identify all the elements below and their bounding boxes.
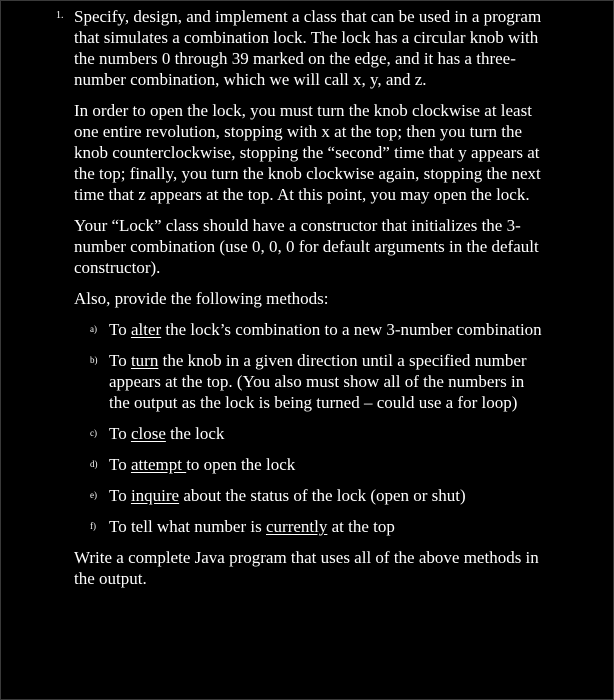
method-text-pre: To tell what number is [109, 517, 266, 536]
method-marker: c) [90, 428, 97, 438]
method-keyword: alter [130, 320, 162, 339]
method-text-post: the knob in a given direction until a specified number appears at the top. (You also must show all of the numbers in the output as the lock is being turned – could use a for loop) [109, 351, 527, 412]
method-marker: b) [90, 355, 98, 365]
method-marker: f) [90, 521, 96, 531]
method-item-attempt [74, 454, 544, 475]
method-text-post: about the status of the lock (open or shut) [179, 486, 466, 505]
method-keyword: currently [265, 517, 328, 536]
question-content [56, 6, 544, 589]
method-text-post: the lock [165, 424, 225, 443]
method-text-post: to open the lock [186, 455, 296, 474]
method-text-post: the lock’s combination to a new 3-number combination [161, 320, 542, 339]
method-keyword: inquire [130, 486, 180, 505]
method-item-turn [74, 350, 544, 413]
method-text-pre: To [109, 486, 131, 505]
method-text-post: at the top [327, 517, 395, 536]
methods-list [74, 319, 544, 537]
method-keyword: attempt [130, 455, 187, 474]
method-marker: a) [90, 324, 97, 334]
method-keyword: close [130, 424, 166, 443]
methods-heading: Also, provide the following methods: [74, 289, 329, 308]
method-text-pre: To [109, 455, 131, 474]
method-marker: d) [90, 459, 98, 469]
closing-paragraph: Write a complete Java program that uses all of the above methods in the output. [74, 548, 539, 588]
method-marker: e) [90, 490, 97, 500]
method-text-pre: To [109, 351, 131, 370]
intro-paragraph: Specify, design, and implement a class that can be used in a program that simulates a combination lock. The lock has a circular knob with the numbers 0 through 39 marked on the edge, and it has a three-number combination, which we will call x, y, and z. [74, 7, 542, 89]
constructor-paragraph: Your “Lock” class should have a constructor that initializes the 3-number combination (use 0, 0, 0 for default arguments in the default constructor). [74, 216, 539, 277]
method-text-pre: To [109, 320, 131, 339]
method-text-pre: To [109, 424, 131, 443]
instructions-paragraph: In order to open the lock, you must turn the knob clockwise at least one entire revolution, stopping with x at the top; then you turn the knob counterclockwise, stopping the “second” time that y appears at the top; finally, you turn the knob clockwise again, stopping the next time that z appears at the top. At this point, you may open the lock. [74, 101, 541, 204]
question-number: 1. [56, 10, 64, 21]
method-item-close [74, 423, 544, 444]
method-item-alter [74, 319, 544, 340]
method-keyword: turn [130, 351, 159, 370]
method-item-currently [74, 516, 544, 537]
method-item-inquire [74, 485, 544, 506]
